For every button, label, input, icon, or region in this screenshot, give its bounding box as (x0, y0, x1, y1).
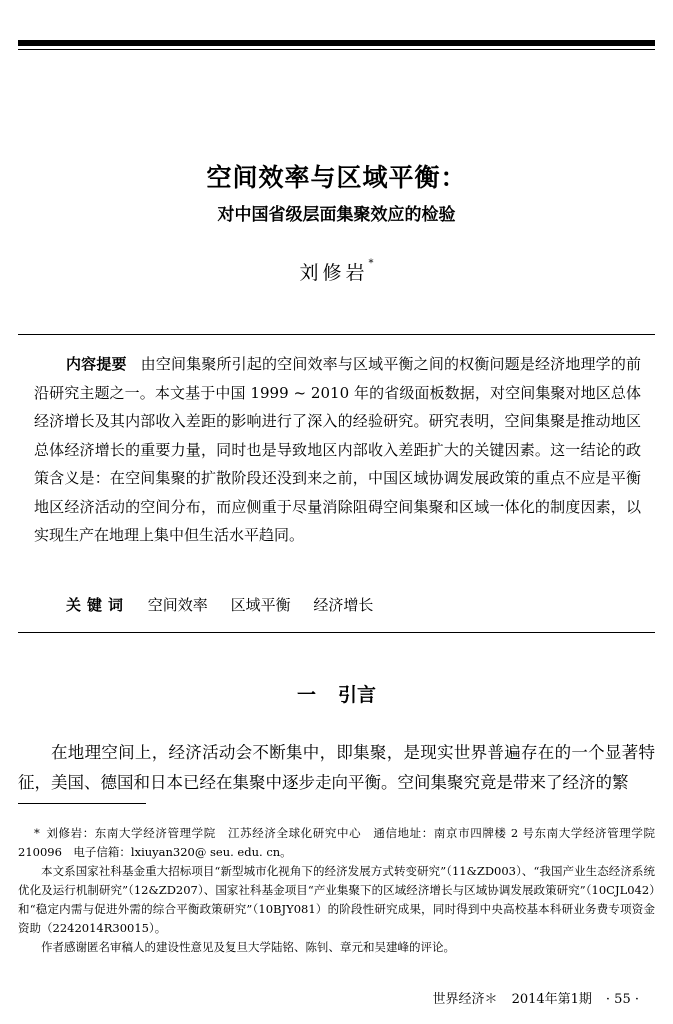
section-title: 引言 (338, 684, 377, 706)
body-paragraph: 在地理空间上，经济活动会不断集中，即集聚，是现实世界普遍存在的一个显著特征，美国、德国和日本已经在集聚中逐步走向平衡。空间集聚究竟是带来了经济的繁 (18, 743, 655, 792)
footnote-author-info (18, 824, 667, 862)
author-name-text: 刘修岩 (299, 262, 369, 284)
keyword-item: 经济增长 (313, 596, 374, 614)
footer-journal: 世界经济＊ (432, 992, 498, 1007)
footer-issue: 2014年第1期 (511, 992, 592, 1007)
author-name (0, 258, 673, 285)
footnote-author-text: 刘修岩：东南大学经济管理学院 江苏经济全球化研究中心 通信地址：南京市四牌楼 2 号东南大学经济管理学院 210096 电子信箱：lxiuyan320@ seu. edu. cn。 (18, 826, 667, 859)
footer-page-number: · 55 · (605, 992, 639, 1007)
paper-subtitle: 对中国省级层面集聚效应的检验 (217, 205, 456, 225)
keyword-item: 空间效率 (147, 596, 208, 614)
footnote-mark: * (34, 826, 40, 840)
abstract-label: 内容提要 (66, 355, 127, 373)
header-rule-thick (18, 40, 655, 46)
footnote-thanks: 作者感谢匿名审稿人的建设性意见及复旦大学陆铭、陈钊、章元和吴建峰的评论。 (41, 940, 455, 954)
footnotes (18, 824, 667, 957)
section-number: 一 (296, 684, 316, 706)
section-heading (0, 680, 673, 707)
keyword-item: 区域平衡 (230, 596, 291, 614)
keywords (66, 594, 391, 615)
abstract-top-rule (18, 334, 655, 335)
page-footer (419, 988, 639, 1007)
paper-title: 空间效率与区域平衡： (206, 163, 467, 192)
footnote-rule (18, 803, 146, 804)
abstract-text: 由空间集聚所引起的空间效率与区域平衡之间的权衡问题是经济地理学的前沿研究主题之一。本文基于中国 1999 ~ 2010 年的省级面板数据，对空间集聚对地区总体经济增长及其内部收入差距的影响进行了深入的经验研究。研究表明，空间集聚是推动地区总体经济增长的重要力量，同时也是导致地区内部收入差距扩大的关键因素。这一结论的政策含义是：在空间集聚的扩散阶段还没到来之前，中国区域协调发展政策的重点不应是平衡地区经济活动的空间分布，而应侧重于尽量消除阻碍空间集聚和区域一体化的制度因素，以实现生产在地理上集中但生活水平趋同。 (34, 355, 641, 544)
header-rule-thin (18, 49, 655, 50)
abstract-bottom-rule (18, 632, 655, 633)
footnote-funding: 本文系国家社科基金重大招标项目“新型城市化视角下的经济发展方式转变研究”（11&ZD003）、“我国产业生态经济系统优化及运行机制研究”（12&ZD207）、国家社科基金项目“产业集聚下的区域经济增长与区域协调发展政策研究”（10CJL042）和“稳定内需与促进外需的综合平衡政策研究”（10BJY081）的阶段性研究成果，同时得到中央高校基本科研业务费专项资金资助（2242014R30015）。 (18, 864, 655, 935)
abstract (34, 350, 641, 550)
author-footnote-mark: * (368, 258, 374, 269)
keywords-label: 关键词 (66, 596, 130, 614)
